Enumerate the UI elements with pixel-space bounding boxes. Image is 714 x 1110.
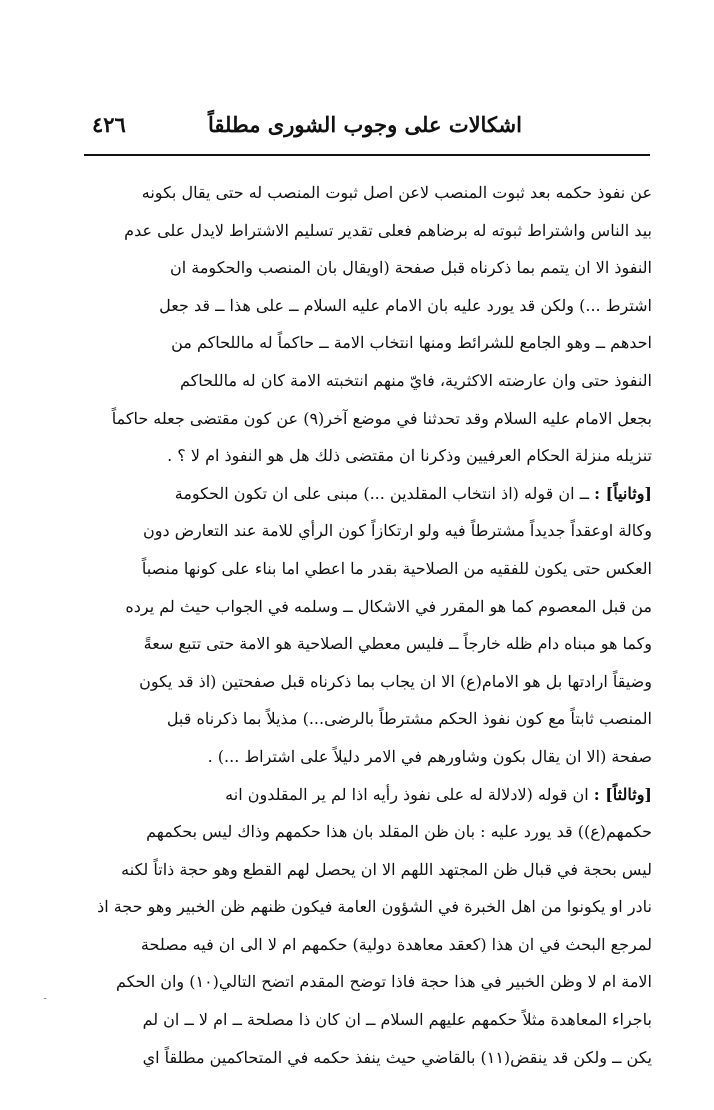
text-line: بجعل الامام عليه السلام وقد تحدثنا في موضع آخر(٩) عن كون مقتضى جعله حاكماً — [111, 408, 652, 428]
text-line: وكالة اوعقداً جديداً مشترطاً فيه ولو ارتكازاً كون الرأي للامة عند التعارض دون — [143, 521, 652, 541]
text-line: النفوذ حتى وان عارضته الاكثرية، فايّ منهم انتخبته الامة كان له ماللحاكم — [180, 370, 652, 390]
text-line: حكمهم(ع)) قد يورد عليه : بان ظن المقلد بان هذا حكمهم وذاك ليس بحكمهم — [146, 822, 652, 842]
text-line: صفحة (الا ان يقال بكون وشاورهم في الامر دليلاً على اشتراط ...) . — [207, 746, 652, 766]
text-line: بيد الناس واشتراط ثبوته له برضاهم فعلى تقدير تسليم الاشتراط لايدل على عدم — [124, 220, 652, 240]
text-line: احدهم ــ وهو الجامع للشرائط ومنها انتخاب الامة ــ حاكماً له ماللحاكم من — [171, 333, 652, 353]
text-line: وضيقاً ارادتها بل هو الامام(ع) الا ان يجاب بما ذكرناه قبل صفحتين (اذ قد يكون — [139, 671, 652, 691]
text-line: من قبل المعصوم كما هو المقرر في الاشكال ــ وسلمه في الجواب حيث لم يرده — [125, 596, 652, 616]
text-line: يكن ــ ولكن قد ينقض(١١) بالقاضي حيث ينفذ حكمه في المتحاكمين مطلقاً اي — [142, 1047, 652, 1067]
section-tag: [وثالثاً] : — [593, 784, 652, 804]
body-text — [64, 174, 652, 1076]
page-number: ٤٢٦ — [92, 112, 126, 137]
text-line: تنزيله منزلة الحكام العرفيين وذكرنا ان مقتضى ذلك هل هو النفوذ ام لا ؟ . — [167, 446, 652, 466]
header-rule — [84, 154, 650, 156]
margin-mark: ـ — [44, 992, 47, 1001]
running-header-title: اشكالات على وجوب الشورى مطلقاً — [208, 112, 522, 137]
text-line: لمرجع البحث في ان هذا (كعقد معاهدة دولية) حكمهم ام لا الى ان فيه مصلحة — [140, 934, 652, 954]
text-line: اشترط ...) ولكن قد يورد عليه بان الامام عليه السلام ــ على هذا ــ قد جعل — [159, 295, 652, 315]
text-line: باجراء المعاهدة مثلاً حكمهم عليهم السلام ــ ان كان ذا مصلحة ــ ام لا ــ ان لم — [142, 1010, 652, 1030]
section-tag: [وثانياً] : — [594, 483, 652, 503]
text-line: ليس بحجة في قبال ظن المجتهد اللهم الا ان يحصل لهم القطع وهو حجة ذاتاً لكنه — [121, 859, 652, 879]
text-line: وكما هو مبناه دام ظله خارجاً ــ فليس معطي الصلاحية هو الامة حتى تتبع سعةً — [143, 634, 652, 654]
text-line: العكس حتى يكون للفقيه من الصلاحية بقدر ما اعطي اما بناء على كونها منصباً — [141, 558, 652, 578]
text-line: [وثالثاً] : ان قوله (لادلالة له على نفوذ رأيه اذا لم ير المقلدون انه — [225, 784, 652, 804]
text-line: الامة ام لا وظن الخبير في هذا حجة فاذا توضح المقدم اتضح التالي(١٠) وان الحكم — [116, 972, 652, 992]
text-line: المنصب ثابتاً مع كون نفوذ الحكم مشترطاً بالرضى...) مذيلاً بما ذكرناه قبل — [166, 709, 652, 729]
text-line: النفوذ الا ان يتمم بما ذكرناه قبل صفحة (اويقال بان المنصب والحكومة ان — [170, 258, 652, 278]
text-line: عن نفوذ حكمه بعد ثبوت المنصب لاعن اصل ثبوت المنصب له حتى يقال بكونه — [141, 183, 652, 202]
text-line: [وثانياً] : ــ ان قوله (اذ انتخاب المقلدين ...) مبنى على ان تكون الحكومة — [174, 483, 652, 503]
text-line: نادر او يكونوا من اهل الخبرة في الشؤون العامة فيكون ظنهم ظن الخبير وهو حجة اذ — [97, 897, 652, 917]
running-header — [84, 112, 650, 148]
